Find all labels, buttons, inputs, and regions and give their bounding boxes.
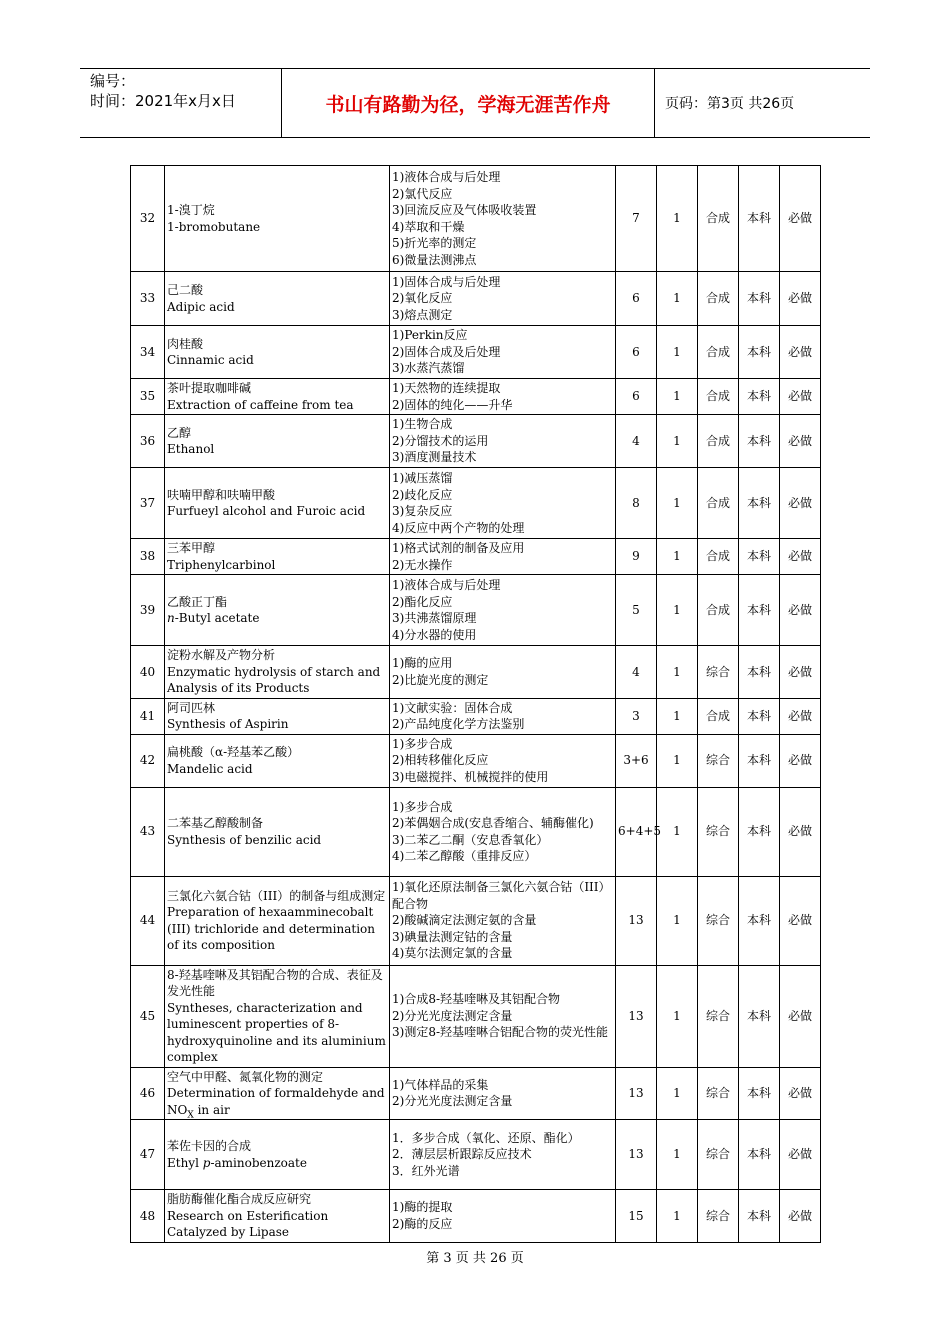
content-item: 2)分馏技术的运用 (392, 433, 489, 448)
name-en-italic: p (202, 1155, 211, 1170)
level-cell: 本科 (739, 1067, 780, 1120)
table-row (131, 1190, 821, 1243)
requirement-cell: 必做 (780, 1067, 821, 1120)
content-item: 4)分水器的使用 (392, 627, 477, 642)
experiment-content (390, 379, 616, 415)
content-item: 2)分光光度法测定含量 (392, 1094, 513, 1109)
row-number: 41 (131, 698, 165, 734)
name-zh: 8-羟基喹啉及其铝配合物的合成、表征及发光性能 (167, 967, 383, 998)
count-cell: 1 (657, 272, 698, 326)
content-item: 4)二苯乙醇酸（重排反应） (392, 849, 537, 863)
name-en (167, 299, 387, 316)
experiment-content (390, 646, 616, 699)
name-zh: 三氯化六氨合钴（III）的制备与组成测定 (167, 888, 386, 903)
count-cell: 1 (657, 166, 698, 272)
row-number: 42 (131, 734, 165, 787)
name-en-text: Synthesis of Aspirin (167, 717, 289, 731)
table-row (131, 734, 821, 787)
type-cell: 合成 (698, 468, 739, 539)
table-row (131, 876, 821, 965)
content-item: 1)天然物的连续提取 (392, 381, 501, 395)
experiment-content (390, 468, 616, 539)
level-cell: 本科 (739, 272, 780, 326)
content-item: 6)微量法测沸点 (392, 252, 477, 267)
experiment-content (390, 965, 616, 1067)
content-item: 1)液体合成与后处理 (392, 578, 501, 592)
name-en-text: -Butyl acetate (174, 611, 260, 625)
experiment-name (165, 575, 390, 646)
name-zh: 阿司匹林 (167, 700, 216, 715)
name-en-text: Ethanol (167, 442, 215, 456)
content-item: 1)多步合成 (392, 736, 453, 751)
count-cell: 1 (657, 698, 698, 734)
type-cell: 合成 (698, 166, 739, 272)
name-zh: 己二酸 (167, 283, 204, 297)
row-number: 35 (131, 379, 165, 415)
name-en-text: Extraction of caffeine from tea (167, 397, 354, 412)
requirement-cell: 必做 (780, 415, 821, 468)
table-row (131, 326, 821, 379)
hours-cell: 4 (616, 646, 657, 699)
requirement-cell: 必做 (780, 575, 821, 646)
table-row (131, 698, 821, 734)
content-item: 3)回流反应及气体吸收装置 (392, 203, 537, 217)
name-en-text: Research on Esterification Catalyzed by Lipase (167, 1208, 329, 1239)
table-row (131, 272, 821, 326)
count-cell: 1 (657, 415, 698, 468)
name-en (167, 397, 387, 414)
row-number: 37 (131, 468, 165, 539)
type-cell: 合成 (698, 415, 739, 468)
type-cell: 合成 (698, 272, 739, 326)
requirement-cell: 必做 (780, 539, 821, 575)
requirement-cell: 必做 (780, 646, 821, 699)
requirement-cell: 必做 (780, 698, 821, 734)
row-number: 38 (131, 539, 165, 575)
experiment-name (165, 876, 390, 965)
name-en (167, 610, 387, 627)
count-cell: 1 (657, 876, 698, 965)
row-number: 44 (131, 876, 165, 965)
row-number: 36 (131, 415, 165, 468)
experiment-name (165, 787, 390, 876)
name-en (167, 352, 387, 369)
content-item: 3)复杂反应 (392, 504, 453, 518)
hours-cell: 13 (616, 1120, 657, 1190)
name-en-text: Determination of formaldehyde and NO (167, 1086, 385, 1117)
count-cell: 1 (657, 379, 698, 415)
type-cell: 合成 (698, 379, 739, 415)
content-item: 1)酶的提取 (392, 1200, 453, 1215)
requirement-cell: 必做 (780, 965, 821, 1067)
content-item: 2)固体的纯化——升华 (392, 397, 513, 412)
hours-cell: 3 (616, 698, 657, 734)
content-item: 2)酶的反应 (392, 1216, 453, 1231)
name-en (167, 503, 387, 520)
name-en-italic: n (167, 611, 175, 625)
type-cell: 综合 (698, 1190, 739, 1243)
experiment-content (390, 326, 616, 379)
content-item: 3)二苯乙二酮（安息香氧化） (392, 832, 549, 847)
name-en-text: Cinnamic acid (167, 353, 254, 367)
name-zh: 肉桂酸 (167, 336, 204, 351)
experiment-content (390, 698, 616, 734)
content-item: 2)相转移催化反应 (392, 753, 489, 768)
level-cell: 本科 (739, 646, 780, 699)
date-label: 时间：2021年x月x日 (90, 92, 236, 110)
level-cell: 本科 (739, 575, 780, 646)
experiment-name (165, 698, 390, 734)
content-item: 3)熔点测定 (392, 307, 453, 322)
requirement-cell: 必做 (780, 734, 821, 787)
requirement-cell: 必做 (780, 468, 821, 539)
experiment-name (165, 539, 390, 575)
hours-cell: 4 (616, 415, 657, 468)
hours-cell: 6 (616, 326, 657, 379)
name-zh: 扁桃酸（α-羟基苯乙酸） (167, 745, 300, 759)
level-cell: 本科 (739, 698, 780, 734)
name-en (167, 1208, 387, 1241)
experiment-table (130, 165, 821, 1243)
requirement-cell: 必做 (780, 272, 821, 326)
level-cell: 本科 (739, 415, 780, 468)
type-cell: 合成 (698, 326, 739, 379)
experiment-content (390, 575, 616, 646)
hours-cell: 13 (616, 965, 657, 1067)
row-number: 46 (131, 1067, 165, 1120)
level-cell: 本科 (739, 1190, 780, 1243)
name-en-suffix: in air (193, 1102, 230, 1117)
content-item: 3)电磁搅拌、机械搅拌的使用 (392, 769, 549, 784)
type-cell: 合成 (698, 698, 739, 734)
content-item: 1)气体样品的采集 (392, 1077, 489, 1092)
content-item: 3)水蒸汽蒸馏 (392, 361, 465, 376)
experiment-name (165, 379, 390, 415)
requirement-cell: 必做 (780, 787, 821, 876)
name-en-text: Ethyl (167, 1155, 203, 1170)
hours-cell: 6+4+5 (616, 787, 657, 876)
experiment-name (165, 1190, 390, 1243)
type-cell: 综合 (698, 646, 739, 699)
content-item: 2)苯偶姻合成(安息香缩合、辅酶催化) (392, 816, 594, 830)
name-en (167, 832, 387, 849)
count-cell: 1 (657, 468, 698, 539)
type-cell: 综合 (698, 1067, 739, 1120)
content-item: 2)氧化反应 (392, 291, 453, 306)
table-row (131, 415, 821, 468)
name-zh: 二苯基乙醇酸制备 (167, 816, 264, 830)
experiment-name (165, 1067, 390, 1120)
name-zh: 呋喃甲醇和呋喃甲酸 (167, 487, 276, 502)
requirement-cell: 必做 (780, 379, 821, 415)
level-cell: 本科 (739, 166, 780, 272)
content-item: 1)氧化还原法制备三氯化六氨合钴（III）配合物 (392, 880, 611, 911)
table-row (131, 646, 821, 699)
content-item: 2)固体合成及后处理 (392, 344, 501, 359)
name-zh: 茶叶提取咖啡碱 (167, 381, 252, 395)
row-number: 40 (131, 646, 165, 699)
name-zh: 1-溴丁烷 (167, 203, 215, 217)
hours-cell: 9 (616, 539, 657, 575)
experiment-name (165, 734, 390, 787)
experiment-content (390, 166, 616, 272)
row-number: 43 (131, 787, 165, 876)
name-en (167, 664, 387, 697)
count-cell: 1 (657, 1067, 698, 1120)
content-item: 1)固体合成与后处理 (392, 274, 501, 289)
experiment-content (390, 1190, 616, 1243)
row-number: 34 (131, 326, 165, 379)
header-motto: 书山有路勤为径，学海无涯苦作舟 (282, 69, 655, 137)
level-cell: 本科 (739, 787, 780, 876)
experiment-name (165, 468, 390, 539)
type-cell: 合成 (698, 539, 739, 575)
row-number: 33 (131, 272, 165, 326)
content-item: 2)比旋光度的测定 (392, 672, 489, 687)
name-en (167, 904, 387, 954)
content-item: 1)减压蒸馏 (392, 471, 453, 485)
name-en (167, 557, 387, 574)
name-zh: 脂肪酶催化酯合成反应研究 (167, 1192, 312, 1206)
name-zh: 淀粉水解及产物分析 (167, 648, 276, 662)
content-item: 1)Perkin反应 (392, 328, 468, 343)
table-row (131, 468, 821, 539)
name-en-text: Enzymatic hydrolysis of starch and Analysis of its Products (167, 664, 381, 695)
hours-cell: 13 (616, 876, 657, 965)
experiment-content (390, 272, 616, 326)
content-item: 1)多步合成 (392, 799, 453, 814)
table-body (131, 166, 821, 1243)
row-number: 48 (131, 1190, 165, 1243)
requirement-cell: 必做 (780, 326, 821, 379)
name-en-text: Furfueyl alcohol and Furoic acid (167, 504, 366, 518)
hours-cell: 3+6 (616, 734, 657, 787)
experiment-name (165, 166, 390, 272)
content-item: 4)莫尔法测定氯的含量 (392, 946, 513, 961)
count-cell: 1 (657, 734, 698, 787)
content-item: 5)折光率的测定 (392, 236, 477, 250)
name-en-text: 1-bromobutane (167, 219, 261, 234)
name-en (167, 441, 387, 458)
count-cell: 1 (657, 575, 698, 646)
level-cell: 本科 (739, 734, 780, 787)
header-meta (80, 69, 282, 137)
experiment-content (390, 734, 616, 787)
content-item: 4)萃取和干燥 (392, 219, 465, 234)
name-zh: 三苯甲醇 (167, 541, 216, 555)
content-item: 1)合成8-羟基喹啉及其铝配合物 (392, 992, 561, 1007)
experiment-content (390, 787, 616, 876)
level-cell: 本科 (739, 876, 780, 965)
requirement-cell: 必做 (780, 876, 821, 965)
level-cell: 本科 (739, 1120, 780, 1190)
name-en-suffix: -aminobenzoate (210, 1155, 307, 1170)
type-cell: 综合 (698, 876, 739, 965)
type-cell: 综合 (698, 965, 739, 1067)
content-item: 2)无水操作 (392, 557, 453, 572)
name-zh: 乙酸正丁酯 (167, 594, 228, 609)
experiment-content (390, 415, 616, 468)
hours-cell: 13 (616, 1067, 657, 1120)
content-item: 4)反应中两个产物的处理 (392, 520, 525, 535)
content-item: 1)生物合成 (392, 417, 453, 432)
name-zh: 空气中甲醛、氮氧化物的测定 (167, 1069, 324, 1084)
code-label: 编号： (90, 72, 136, 90)
requirement-cell: 必做 (780, 1190, 821, 1243)
name-en-text: Syntheses, characterization and luminescent properties of 8-hydroxyquinoline and its aluminium complex (167, 1000, 386, 1064)
level-cell: 本科 (739, 379, 780, 415)
count-cell: 1 (657, 539, 698, 575)
level-cell: 本科 (739, 539, 780, 575)
content-item: 2)酸碱滴定法测定氨的含量 (392, 913, 537, 928)
name-zh: 苯佐卡因的合成 (167, 1139, 252, 1153)
content-item: 2)酯化反应 (392, 594, 453, 609)
count-cell: 1 (657, 326, 698, 379)
experiment-content (390, 876, 616, 965)
content-item: 3．红外光谱 (392, 1163, 460, 1178)
level-cell: 本科 (739, 326, 780, 379)
table-row (131, 787, 821, 876)
name-zh: 乙醇 (167, 425, 192, 440)
content-item: 3)测定8-羟基喹啉合铝配合物的荧光性能 (392, 1025, 609, 1040)
type-cell: 综合 (698, 787, 739, 876)
page-header (80, 68, 870, 138)
table-row (131, 166, 821, 272)
content-item: 2)分光光度法测定含量 (392, 1008, 513, 1023)
type-cell: 综合 (698, 734, 739, 787)
header-page-info: 页码：第3页 共26页 (665, 96, 795, 112)
content-item: 1)液体合成与后处理 (392, 170, 501, 184)
content-item: 1)酶的应用 (392, 656, 453, 671)
type-cell: 综合 (698, 1120, 739, 1190)
content-item: 3)酒度测量技术 (392, 450, 477, 465)
name-en (167, 761, 387, 778)
count-cell: 1 (657, 646, 698, 699)
page-footer: 第 3 页 共 26 页 (426, 1251, 524, 1266)
row-number: 45 (131, 965, 165, 1067)
type-cell: 合成 (698, 575, 739, 646)
content-item: 3)碘量法测定钴的含量 (392, 929, 513, 944)
name-en (167, 1000, 387, 1066)
table-row (131, 1120, 821, 1190)
experiment-name (165, 415, 390, 468)
table-row (131, 1067, 821, 1120)
experiment-name (165, 326, 390, 379)
name-en (167, 1155, 387, 1172)
count-cell: 1 (657, 787, 698, 876)
experiment-name (165, 965, 390, 1067)
row-number: 32 (131, 166, 165, 272)
content-item: 2)氯代反应 (392, 186, 453, 201)
name-en-text: Triphenylcarbinol (167, 557, 276, 572)
experiment-name (165, 1120, 390, 1190)
table-row (131, 539, 821, 575)
name-en-subscript: X (187, 1109, 194, 1120)
count-cell: 1 (657, 1190, 698, 1243)
level-cell: 本科 (739, 965, 780, 1067)
content-item: 2)产品纯度化学方法鉴别 (392, 717, 525, 731)
hours-cell: 6 (616, 379, 657, 415)
experiment-name (165, 646, 390, 699)
name-en-text: Preparation of hexaamminecobalt (III) trichloride and determination of its composition (167, 905, 376, 952)
name-en (167, 716, 387, 733)
name-en (167, 219, 387, 236)
table-row (131, 575, 821, 646)
table-row (131, 379, 821, 415)
content-item: 1)文献实验：固体合成 (392, 700, 513, 715)
content-item: 2)歧化反应 (392, 487, 453, 502)
name-en-text: Synthesis of benzilic acid (167, 832, 322, 847)
count-cell: 1 (657, 965, 698, 1067)
name-en-text: Adipic acid (167, 299, 235, 314)
experiment-content (390, 539, 616, 575)
content-item: 2．薄层层析跟踪反应技术 (392, 1147, 532, 1162)
experiment-name (165, 272, 390, 326)
content-item: 1)格式试剂的制备及应用 (392, 541, 525, 555)
level-cell: 本科 (739, 468, 780, 539)
hours-cell: 5 (616, 575, 657, 646)
hours-cell: 15 (616, 1190, 657, 1243)
experiment-content (390, 1067, 616, 1120)
row-number: 47 (131, 1120, 165, 1190)
name-en (167, 1085, 387, 1118)
count-cell: 1 (657, 1120, 698, 1190)
hours-cell: 6 (616, 272, 657, 326)
hours-cell: 7 (616, 166, 657, 272)
row-number: 39 (131, 575, 165, 646)
experiment-content (390, 1120, 616, 1190)
hours-cell: 8 (616, 468, 657, 539)
content-item: 3)共沸蒸馏原理 (392, 611, 477, 625)
name-en-text: Mandelic acid (167, 761, 253, 776)
requirement-cell: 必做 (780, 166, 821, 272)
content-item: 1．多步合成（氧化、还原、酯化） (392, 1130, 580, 1145)
requirement-cell: 必做 (780, 1120, 821, 1190)
table-row (131, 965, 821, 1067)
